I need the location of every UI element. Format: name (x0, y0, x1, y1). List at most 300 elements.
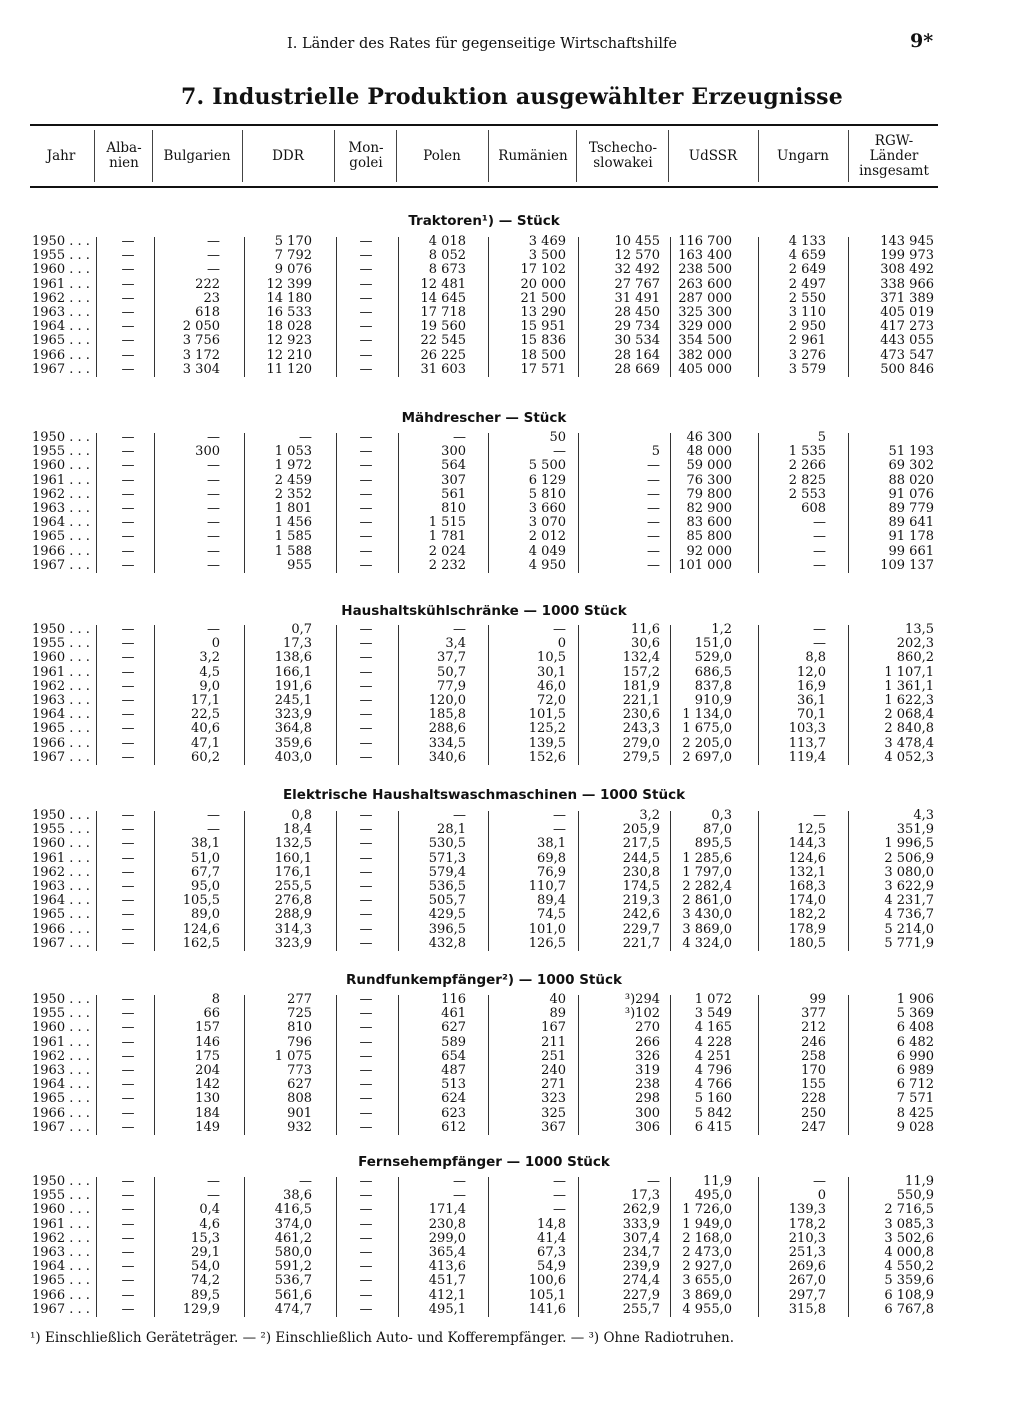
cell-udssr: 329 000 (678, 319, 732, 335)
cell-udssr: 529,0 (694, 650, 732, 666)
cell-rgw: 5 771,9 (884, 935, 934, 951)
cell-albanien: — (121, 557, 135, 573)
table-title: 7. Industrielle Produktion ausgewählter Erzeugnisse (181, 84, 843, 110)
cell-rumaenien: 0 (557, 636, 566, 652)
cell-udssr: 76 300 (686, 472, 732, 488)
cell-rgw: 860,2 (896, 650, 934, 666)
cell-rumaenien: 30,1 (537, 664, 566, 680)
cell-albanien: — (121, 290, 135, 306)
cell-jahr: 1960 . . . (32, 458, 90, 474)
cell-bulgarien: 105,5 (182, 893, 220, 909)
cell-rumaenien: 139,5 (528, 735, 566, 751)
cell-rumaenien: 126,5 (528, 935, 566, 951)
cell-polen: 627 (441, 1020, 466, 1036)
cell-albanien: — (121, 1048, 135, 1064)
cell-udssr: 2 205,0 (682, 735, 732, 751)
cell-tschechoslowakei: 307,4 (622, 1230, 660, 1246)
table-row (0, 623, 1024, 637)
cell-udssr: 151,0 (694, 636, 732, 652)
cell-rgw: 1 996,5 (884, 836, 934, 852)
cell-polen: 4 018 (428, 234, 466, 249)
cell-polen: 579,4 (428, 864, 466, 880)
cell-ungarn: 103,3 (788, 721, 826, 737)
cell-tschechoslowakei: 279,5 (622, 749, 660, 765)
cell-polen: 451,7 (428, 1273, 466, 1289)
cell-udssr: 48 000 (686, 444, 732, 460)
cell-bulgarien: 4,6 (199, 1216, 220, 1232)
cell-bulgarien: 9,0 (199, 678, 220, 694)
cell-jahr: 1964 . . . (32, 893, 90, 909)
cell-tschechoslowakei: 31 491 (614, 290, 660, 306)
cell-jahr: 1962 . . . (32, 1048, 90, 1064)
cell-polen: 116 (441, 992, 466, 1007)
cell-ddr: 5 170 (274, 234, 312, 249)
cell-udssr: 46 300 (686, 430, 732, 445)
cell-mongolei: — (359, 347, 373, 363)
cell-udssr: 6 415 (694, 1119, 732, 1135)
cell-tschechoslowakei: 319 (635, 1063, 660, 1078)
cell-mongolei: — (359, 1105, 373, 1121)
header-rumaenien: Rumänien (498, 147, 568, 164)
cell-tschechoslowakei: 229,7 (622, 921, 660, 937)
cell-rgw: 371 389 (880, 290, 934, 306)
table-row (0, 320, 1024, 334)
cell-jahr: 1961 . . . (32, 850, 90, 866)
cell-albanien: — (121, 836, 135, 852)
cell-rumaenien: 100,6 (528, 1273, 566, 1289)
cell-ungarn: 12,0 (797, 664, 826, 680)
table-row (0, 1274, 1024, 1288)
cell-ungarn: 2 649 (788, 262, 826, 278)
table-row (0, 349, 1024, 363)
cell-udssr: 1,2 (711, 622, 732, 637)
cell-polen: 432,8 (428, 935, 466, 951)
cell-udssr: 238 500 (678, 262, 732, 278)
table-row (0, 722, 1024, 736)
cell-jahr: 1965 . . . (32, 721, 90, 737)
cell-rgw: 99 661 (888, 543, 934, 559)
cell-tschechoslowakei: 230,6 (622, 707, 660, 723)
cell-rumaenien: 101,5 (528, 707, 566, 723)
cell-albanien: — (121, 361, 135, 377)
cell-albanien: — (121, 305, 135, 320)
section-title: Elektrische Haushaltswaschmaschinen — 1000 Stück (282, 787, 686, 803)
cell-polen: 396,5 (428, 921, 466, 937)
cell-udssr: 837,8 (694, 678, 732, 694)
cell-bulgarien: — (207, 472, 220, 488)
cell-udssr: 11,9 (703, 1174, 732, 1189)
cell-ungarn: — (813, 557, 826, 573)
cell-bulgarien: — (207, 430, 220, 445)
cell-rgw: 89 641 (888, 515, 934, 531)
cell-jahr: 1966 . . . (32, 1105, 90, 1121)
cell-ungarn: 3 579 (788, 361, 826, 377)
cell-udssr: 3 869,0 (682, 1287, 732, 1303)
cell-rgw: 143 945 (880, 234, 934, 249)
section-title: Mähdrescher — Stück (401, 410, 567, 426)
cell-jahr: 1950 . . . (32, 430, 90, 445)
table-row (0, 559, 1024, 573)
header-ddr: DDR (272, 147, 304, 164)
cell-rgw: 3 085,3 (884, 1216, 934, 1232)
table-row (0, 866, 1024, 880)
table-row (0, 880, 1024, 894)
cell-mongolei: — (359, 444, 373, 460)
cell-ungarn: — (813, 543, 826, 559)
cell-ddr: 561,6 (274, 1287, 312, 1303)
cell-mongolei: — (359, 879, 373, 894)
cell-albanien: — (121, 515, 135, 531)
cell-rgw: 351,9 (896, 822, 934, 838)
cell-tschechoslowakei: 5 (651, 444, 660, 460)
cell-udssr: 2 473,0 (682, 1245, 732, 1260)
cell-rgw: 4 550,2 (884, 1259, 934, 1275)
cell-jahr: 1966 . . . (32, 735, 90, 751)
cell-rumaenien: 67,3 (537, 1245, 566, 1260)
cell-polen: 536,5 (428, 879, 466, 894)
cell-udssr: 83 600 (686, 515, 732, 531)
cell-rgw: 4 052,3 (884, 749, 934, 765)
cell-polen: 571,3 (428, 850, 466, 866)
cell-polen: 50,7 (437, 664, 466, 680)
cell-albanien: — (121, 935, 135, 951)
cell-rgw: 1 622,3 (884, 693, 934, 708)
cell-tschechoslowakei: 239,9 (622, 1259, 660, 1275)
table-row (0, 545, 1024, 559)
table-row (0, 680, 1024, 694)
cell-ungarn: 132,1 (788, 864, 826, 880)
cell-udssr: 3 549 (694, 1006, 732, 1022)
cell-rgw: 1 107,1 (884, 664, 934, 680)
cell-rumaenien: 10,5 (537, 650, 566, 666)
cell-tschechoslowakei: 221,7 (622, 935, 660, 951)
cell-ungarn: 119,4 (788, 749, 826, 765)
cell-jahr: 1967 . . . (32, 1119, 90, 1135)
table-row (0, 1107, 1024, 1121)
cell-jahr: 1955 . . . (32, 1188, 90, 1204)
cell-ddr: 0,8 (291, 808, 312, 823)
cell-jahr: 1963 . . . (32, 1063, 90, 1078)
cell-rumaenien: 21 500 (520, 290, 566, 306)
cell-rumaenien: 5 500 (528, 458, 566, 474)
cell-mongolei: — (359, 864, 373, 880)
cell-rumaenien: 325 (541, 1105, 566, 1121)
cell-ddr: 1 588 (274, 543, 312, 559)
cell-rumaenien: 105,1 (528, 1287, 566, 1303)
table-row (0, 1189, 1024, 1203)
cell-bulgarien: 618 (195, 305, 220, 320)
cell-mongolei: — (359, 1063, 373, 1078)
cell-rgw: 51 193 (888, 444, 934, 460)
cell-tschechoslowakei: 132,4 (622, 650, 660, 666)
cell-jahr: 1961 . . . (32, 472, 90, 488)
cell-bulgarien: 0 (211, 636, 220, 652)
table-row (0, 809, 1024, 823)
cell-tschechoslowakei: 28 450 (614, 305, 660, 320)
table-row (0, 306, 1024, 320)
cell-rgw: 1 361,1 (884, 678, 934, 694)
cell-albanien: — (121, 501, 135, 516)
table-row (0, 1175, 1024, 1189)
table-row (0, 249, 1024, 263)
cell-albanien: — (121, 319, 135, 335)
cell-tschechoslowakei: 181,9 (622, 678, 660, 694)
page-number: 9* (910, 30, 934, 52)
cell-polen: 171,4 (428, 1202, 466, 1218)
cell-rumaenien: 3 500 (528, 248, 566, 264)
cell-tschechoslowakei: 274,4 (622, 1273, 660, 1289)
cell-mongolei: — (359, 557, 373, 573)
table-row (0, 488, 1024, 502)
header-tschechoslowakei: Tschecho- slowakei (588, 140, 658, 171)
cell-tschechoslowakei: — (647, 458, 660, 474)
table-row (0, 1260, 1024, 1274)
cell-rgw: 4,3 (913, 808, 934, 823)
cell-rumaenien: 110,7 (528, 879, 566, 894)
cell-jahr: 1966 . . . (32, 1287, 90, 1303)
table-row (0, 292, 1024, 306)
cell-ddr: 18,4 (283, 822, 312, 838)
cell-bulgarien: 129,9 (182, 1301, 220, 1317)
cell-rgw: 5 359,6 (884, 1273, 934, 1289)
cell-ungarn: 210,3 (788, 1230, 826, 1246)
table-row (0, 993, 1024, 1007)
cell-tschechoslowakei: — (647, 515, 660, 531)
cell-mongolei: — (359, 333, 373, 349)
cell-polen: 28,1 (437, 822, 466, 838)
cell-rumaenien: 125,2 (528, 721, 566, 737)
cell-polen: 429,5 (428, 907, 466, 923)
cell-mongolei: — (359, 664, 373, 680)
cell-tschechoslowakei: 300 (635, 1105, 660, 1121)
cell-udssr: 4 251 (694, 1048, 732, 1064)
cell-ddr: 288,9 (274, 907, 312, 923)
cell-polen: 334,5 (428, 735, 466, 751)
cell-bulgarien: 8 (211, 992, 220, 1007)
cell-polen: — (453, 622, 466, 637)
cell-rumaenien: 41,4 (537, 1230, 566, 1246)
cell-bulgarien: 47,1 (191, 735, 220, 751)
cell-mongolei: — (359, 1245, 373, 1260)
cell-ddr: 1 972 (274, 458, 312, 474)
cell-polen: 77,9 (437, 678, 466, 694)
cell-mongolei: — (359, 430, 373, 445)
cell-albanien: — (121, 1230, 135, 1246)
cell-tschechoslowakei: 157,2 (622, 664, 660, 680)
cell-bulgarien: 184 (195, 1105, 220, 1121)
cell-rumaenien: 4 049 (528, 543, 566, 559)
cell-tschechoslowakei: 28 164 (614, 347, 660, 363)
cell-bulgarien: 60,2 (191, 749, 220, 765)
cell-ddr: 1 075 (274, 1048, 312, 1064)
cell-rumaenien: 54,9 (537, 1259, 566, 1275)
cell-tschechoslowakei: 234,7 (622, 1245, 660, 1260)
cell-rumaenien: 167 (541, 1020, 566, 1036)
cell-ungarn: 99 (809, 992, 826, 1007)
cell-jahr: 1962 . . . (32, 864, 90, 880)
cell-ungarn: 155 (801, 1077, 826, 1093)
cell-mongolei: — (359, 893, 373, 909)
cell-albanien: — (121, 1287, 135, 1303)
cell-albanien: — (121, 749, 135, 765)
cell-bulgarien: 204 (195, 1063, 220, 1078)
cell-rgw: 2 716,5 (884, 1202, 934, 1218)
table-row (0, 1092, 1024, 1106)
cell-rgw: 202,3 (896, 636, 934, 652)
cell-rgw: 2 506,9 (884, 850, 934, 866)
cell-jahr: 1955 . . . (32, 248, 90, 264)
cell-bulgarien: — (207, 1188, 220, 1204)
cell-polen: 513 (441, 1077, 466, 1093)
cell-jahr: 1967 . . . (32, 1301, 90, 1317)
cell-tschechoslowakei: 242,6 (622, 907, 660, 923)
cell-albanien: — (121, 822, 135, 838)
cell-rumaenien: — (553, 1202, 566, 1218)
cell-tschechoslowakei: 32 492 (614, 262, 660, 278)
cell-ungarn: 12,5 (797, 822, 826, 838)
cell-rgw: 4 000,8 (884, 1245, 934, 1260)
cell-polen: 412,1 (428, 1287, 466, 1303)
cell-bulgarien: 66 (203, 1006, 220, 1022)
table-row (0, 278, 1024, 292)
cell-rgw: 4 736,7 (884, 907, 934, 923)
cell-ddr: 1 585 (274, 529, 312, 545)
table-row (0, 1064, 1024, 1078)
cell-bulgarien: 67,7 (191, 864, 220, 880)
cell-ungarn: 8,8 (805, 650, 826, 666)
cell-ungarn: 170 (801, 1063, 826, 1078)
cell-tschechoslowakei: 29 734 (614, 319, 660, 335)
cell-albanien: — (121, 879, 135, 894)
cell-udssr: 2 282,4 (682, 879, 732, 894)
cell-ddr: 14 180 (266, 290, 312, 306)
cell-tschechoslowakei: 227,9 (622, 1287, 660, 1303)
cell-albanien: — (121, 1202, 135, 1218)
cell-mongolei: — (359, 262, 373, 278)
cell-tschechoslowakei: — (647, 557, 660, 573)
cell-rumaenien: — (553, 444, 566, 460)
table-row (0, 937, 1024, 951)
cell-ddr: 12 210 (266, 347, 312, 363)
cell-bulgarien: — (207, 501, 220, 516)
cell-rumaenien: 89 (549, 1006, 566, 1022)
cell-ungarn: — (813, 636, 826, 652)
cell-bulgarien: 4,5 (199, 664, 220, 680)
table-row (0, 823, 1024, 837)
cell-mongolei: — (359, 1273, 373, 1289)
cell-mongolei: — (359, 749, 373, 765)
cell-rgw: 2 068,4 (884, 707, 934, 723)
cell-polen: 810 (441, 501, 466, 516)
cell-ungarn: 297,7 (788, 1287, 826, 1303)
cell-ungarn: 2 497 (788, 276, 826, 292)
cell-rgw: 3 080,0 (884, 864, 934, 880)
cell-rumaenien: 2 012 (528, 529, 566, 545)
header-bulgarien: Bulgarien (163, 147, 231, 164)
cell-ddr: 374,0 (274, 1216, 312, 1232)
cell-ddr: 191,6 (274, 678, 312, 694)
cell-albanien: — (121, 1020, 135, 1036)
cell-tschechoslowakei: 219,3 (622, 893, 660, 909)
header-jahr: Jahr (46, 147, 76, 164)
table-row (0, 1289, 1024, 1303)
cell-rumaenien: 141,6 (528, 1301, 566, 1317)
cell-rgw: 3 502,6 (884, 1230, 934, 1246)
cell-tschechoslowakei: 17,3 (631, 1188, 660, 1204)
cell-ddr: 474,7 (274, 1301, 312, 1317)
cell-jahr: 1950 . . . (32, 992, 90, 1007)
cell-tschechoslowakei: — (647, 486, 660, 502)
cell-rgw: 338 966 (880, 276, 934, 292)
cell-ungarn: 5 (817, 430, 826, 445)
cell-ddr: 955 (287, 557, 312, 573)
cell-albanien: — (121, 262, 135, 278)
cell-udssr: 1 072 (694, 992, 732, 1007)
cell-mongolei: — (359, 290, 373, 306)
cell-albanien: — (121, 444, 135, 460)
header-mongolei: Mon- golei (348, 140, 384, 171)
table-row (0, 235, 1024, 249)
cell-polen: — (453, 1188, 466, 1204)
cell-udssr: 1 797,0 (682, 864, 732, 880)
cell-ungarn: 247 (801, 1119, 826, 1135)
cell-mongolei: — (359, 1091, 373, 1107)
cell-udssr: 895,5 (694, 836, 732, 852)
cell-rumaenien: 17 102 (520, 262, 566, 278)
cell-jahr: 1964 . . . (32, 1077, 90, 1093)
cell-udssr: 4 228 (694, 1034, 732, 1050)
cell-mongolei: — (359, 1020, 373, 1036)
cell-polen: 299,0 (428, 1230, 466, 1246)
cell-tschechoslowakei: 333,9 (622, 1216, 660, 1232)
cell-polen: 230,8 (428, 1216, 466, 1232)
table-row (0, 637, 1024, 651)
cell-bulgarien: — (207, 262, 220, 278)
cell-bulgarien: 146 (195, 1034, 220, 1050)
cell-rgw: 5 369 (896, 1006, 934, 1022)
cell-udssr: 287 000 (678, 290, 732, 306)
cell-udssr: 405 000 (678, 361, 732, 377)
cell-polen: — (453, 430, 466, 445)
cell-albanien: — (121, 430, 135, 445)
cell-ddr: 932 (287, 1119, 312, 1135)
cell-ungarn: 178,9 (788, 921, 826, 937)
cell-polen: 461 (441, 1006, 466, 1022)
cell-ungarn: — (813, 1174, 826, 1189)
running-head-title: I. Länder des Rates für gegenseitige Wirtschaftshilfe (287, 36, 677, 52)
cell-tschechoslowakei: 30,6 (631, 636, 660, 652)
cell-ungarn: 267,0 (788, 1273, 826, 1289)
table-row (0, 651, 1024, 665)
cell-bulgarien: 142 (195, 1077, 220, 1093)
cell-mongolei: — (359, 1301, 373, 1317)
cell-tschechoslowakei: 174,5 (622, 879, 660, 894)
cell-ddr: 323,9 (274, 707, 312, 723)
cell-polen: — (453, 1174, 466, 1189)
cell-jahr: 1960 . . . (32, 650, 90, 666)
cell-tschechoslowakei: 266 (635, 1034, 660, 1050)
cell-tschechoslowakei: — (647, 501, 660, 516)
cell-rumaenien: 251 (541, 1048, 566, 1064)
cell-albanien: — (121, 864, 135, 880)
cell-udssr: 116 700 (678, 234, 732, 249)
cell-ungarn: 70,1 (797, 707, 826, 723)
cell-rgw: 3 622,9 (884, 879, 934, 894)
cell-jahr: 1963 . . . (32, 693, 90, 708)
cell-ddr: 461,2 (274, 1230, 312, 1246)
cell-ungarn: 212 (801, 1020, 826, 1036)
cell-ungarn: 139,3 (788, 1202, 826, 1218)
